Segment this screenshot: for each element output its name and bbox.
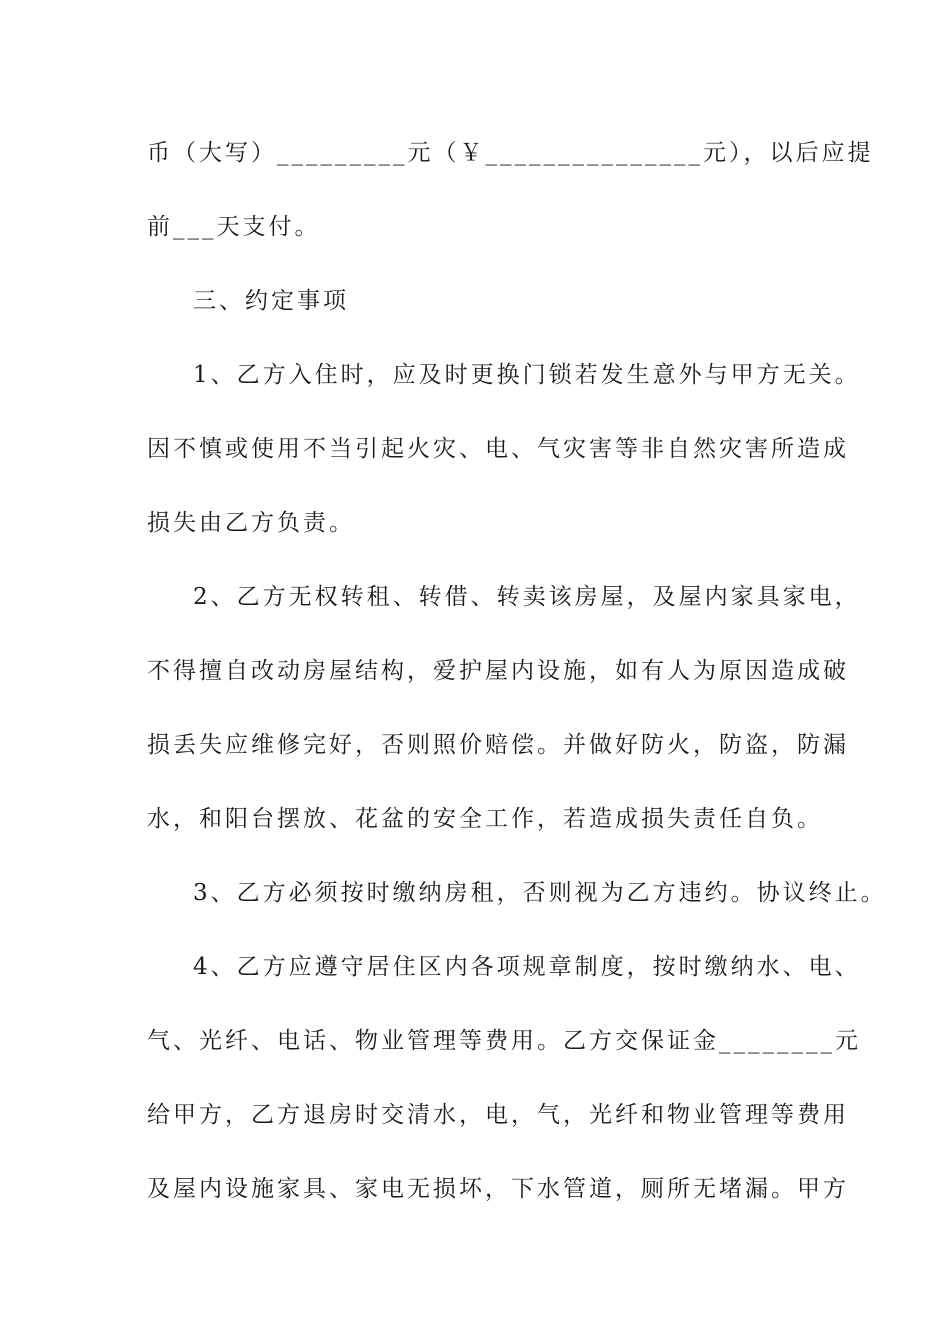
clause-4-line-3: 给甲方，乙方退房时交清水，电，气，光纤和物业管理等费用 [147,1102,849,1128]
text-line-payment-advance: 前___天支付。 [147,214,321,240]
clause-4-line-1: 4、乙方应遵守居住区内各项规章制度，按时缴纳水、电、 [193,954,861,980]
clause-2-line-2: 不得擅自改动房屋结构，爱护屋内设施，如有人为原因造成破 [147,658,849,684]
clause-4-line-4: 及屋内设施家具、家电无损坏，下水管道，厕所无堵漏。甲方 [147,1176,849,1202]
clause-1-line-1: 1、乙方入住时，应及时更换门锁若发生意外与甲方无关。 [193,362,861,388]
clause-2-line-4: 水，和阳台摆放、花盆的安全工作，若造成损失责任自负。 [147,806,823,832]
clause-3-line-1: 3、乙方必须按时缴纳房租，否则视为乙方违约。协议终止。 [193,880,887,906]
clause-1-line-2: 因不慎或使用不当引起火灾、电、气灾害等非自然灾害所造成 [147,436,849,462]
text-line-currency: 币（大写）_________元（￥_______________元），以后应提 [147,140,874,166]
clause-4-line-2: 气、光纤、电话、物业管理等费用。乙方交保证金________元 [147,1028,861,1054]
clause-2-line-1: 2、乙方无权转租、转借、转卖该房屋，及屋内家具家电， [193,584,861,610]
clause-1-line-3: 损失由乙方负责。 [147,510,355,536]
section-heading-agreements: 三、约定事项 [193,288,349,314]
clause-2-line-3: 损丢失应维修完好，否则照价赔偿。并做好防火，防盗，防漏 [147,732,849,758]
